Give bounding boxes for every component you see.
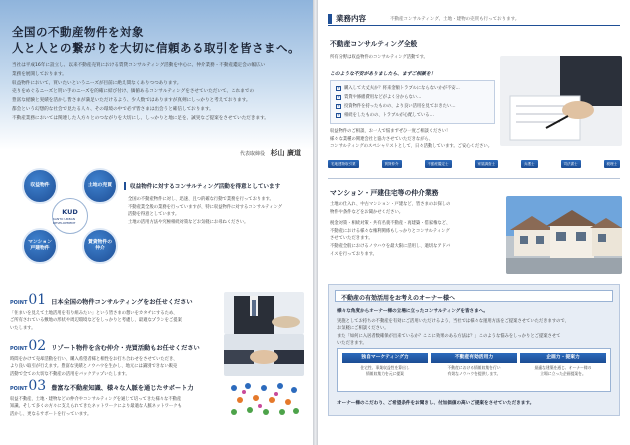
checklist-item — [336, 111, 489, 120]
tag-item: 税理士 — [604, 160, 621, 168]
headline-line-1: 全国の不動産物件を対象 — [12, 25, 144, 39]
point-title: リゾート物件を含む仲介・売買活動もお任せください — [51, 345, 200, 352]
right-page — [318, 0, 630, 445]
house-line: 税金対策・相続対策・共有名義不動産・再建築・借家権など、 — [330, 221, 451, 227]
signature — [240, 148, 301, 158]
circle-rental-brokerage: 賃貸物件の 仲介 — [82, 228, 118, 264]
point-label: POINT — [10, 300, 28, 306]
logo-mark: KUD — [62, 207, 78, 216]
checklist-item — [336, 84, 489, 93]
point-line: 活かし、更なるサポートを行っています。 — [10, 411, 92, 417]
circle-land-trade: 土地の売買 — [82, 168, 118, 204]
intro-line: 収益物件において、買いたいというニーズが目前に絶え間なくありつつあります。 — [12, 80, 182, 86]
intro-line: 業務を展開しております。 — [12, 71, 67, 77]
logo-subtext: KANTO URBAN DEVELOPMENT — [53, 216, 76, 225]
photo-network — [224, 378, 304, 420]
section-subtitle: 不動産コンサルティング、土地・建物の売買も行っております。 — [390, 17, 520, 22]
service-line: 全国の不動産物件に対し、迅速、且つ的確な行動で業務を行っております。 — [128, 197, 274, 202]
tag-item: 司法書士 — [561, 160, 581, 168]
circle-income-property: 収益物件 — [22, 168, 58, 204]
owner-line: 実施としてお持ちの不動産を有効にご活用いただけるよう、当社では様々な運用方法をご提案させていただきますので、 — [337, 319, 569, 324]
intro-line: 不動産業務においては関連した人方々とのつながりを大切にし、しっかりと地に足を、誠実なご提案をさせていただきます。 — [12, 115, 269, 121]
owner-line: また「如何に入居者数確保が出来ているか？ここに効果のある方法は？」このような悩みをしっかりとご提案させて — [337, 333, 561, 339]
owner-lead: 様々な角度からオーナー様の立場に立ったコンサルティングを皆さまへ。 — [337, 309, 488, 314]
checklist-text: 投資物件を持ったものの、より良い活用を見ておきたい… — [344, 104, 456, 109]
owner-line: お気軽にご相談ください。 — [337, 326, 389, 332]
strength-card — [520, 353, 606, 387]
strength-card — [342, 353, 428, 387]
check-icon — [336, 95, 341, 100]
intro-line: 都会という幻想的な社会で見たる人々、その環境の中で必ず皆さまは出会うと確信しております。 — [12, 106, 214, 112]
photo-businessman — [224, 292, 304, 334]
circle-mansion-house: マンション 戸建物件 — [22, 228, 58, 264]
house-line: 物件や条件などをお聞かせください。 — [330, 209, 404, 215]
service-line: 土地の活用方法や究極相続対策などお気軽にお尋ねください。 — [128, 219, 249, 225]
partner-tags — [328, 160, 620, 168]
intro-line: 豊富な経験と実績を活かし皆さまが満足いただけるよう、少人数ではありますが真剣にしっかりと考えております。 — [12, 98, 251, 104]
photo-signing-document — [500, 56, 622, 146]
house-line: イスを行っております。 — [330, 251, 377, 257]
strength-text: 最適な建築を通じ、オーナー様の 立場に立った企画提案を。 — [534, 365, 592, 377]
signature-role: 代表取締役 — [239, 151, 265, 157]
checklist-text: 賃貸や修繕費用などがよく分からない… — [344, 95, 422, 100]
point-line: 「住まいを見えて土地活用を有り組みたい」という皆さまの想いをカタチにするため、 — [10, 311, 178, 316]
checklist-text: 相続をしたものの、トラブルが心配している… — [344, 113, 434, 118]
point-body — [10, 310, 215, 332]
problem-heading: このような不安がありましたら、まずご相談を！ — [330, 72, 436, 77]
consult-line: コンサルティングのスペシャリストとして、日々活動しています。ご安心ください。 — [330, 144, 493, 150]
strength-heading: 独自マーケティング力 — [342, 353, 428, 363]
owner-line: いただきます。 — [337, 341, 367, 347]
section-title: 業務内容 — [336, 14, 366, 23]
owner-panel — [328, 284, 620, 416]
section-marker — [328, 14, 332, 24]
point-number: 01 — [28, 292, 47, 308]
consult-line: 収益物件のご相談、お一人で悩まずぜひ一度ご相談ください！ — [330, 129, 451, 134]
point-01 — [10, 292, 220, 332]
check-icon — [336, 113, 341, 118]
photo-handshake — [224, 334, 304, 376]
point-body — [10, 356, 215, 378]
tag-item: 家屋調査士 — [475, 160, 499, 168]
point-line: 知識。そして多くの方々に支えられてきたネットワークにより最適な人脈ネットワークも — [10, 404, 182, 410]
point-number: 03 — [28, 378, 47, 394]
point-line: より良い取引が行えます。豊富な実績とノウハウを生かし、地元には識別できない販売 — [10, 364, 178, 370]
checklist-text: 購入して大丈夫か？将来金額トラブルにならないかが不安… — [344, 86, 460, 91]
tag-item: 弁護士 — [521, 160, 538, 168]
point-line: 時間をかけて売却活動を行い、購入希望者様と相性をお打ち合わせをさせていただき、 — [10, 357, 178, 362]
consult-line: 様々な業種の関連会社と協力させていただきながら、 — [330, 136, 434, 142]
house-line: 不動産全般におけるノウハウを最大限に活用し、適切なアドバ — [330, 243, 451, 249]
house-heading: マンション・戸建住宅等の仲介業務 — [330, 189, 439, 197]
checklist-item — [336, 93, 489, 102]
owner-title: 不動産の有効活用をお考えのオーナー様へ — [341, 295, 456, 302]
tag-item: 宅地建物取引業 — [328, 160, 359, 168]
point-title: 日本全国の物件コンサルティングをお任せください — [51, 299, 193, 306]
point-03 — [10, 378, 220, 418]
service-body — [128, 196, 304, 226]
point-line: 活動で全ての大切な不動産の活用をバックアップいたします。 — [10, 371, 130, 377]
owner-title-box — [335, 290, 613, 302]
page-headline — [12, 24, 302, 56]
point-line: 収益不動産、土地・建物などの仲介やコンサルティングを通じて培ってきた様々な不動産 — [10, 397, 182, 402]
tag-item: 賃貸仲介 — [382, 160, 402, 168]
house-line: させていただきます。 — [330, 236, 373, 242]
problem-checklist — [330, 80, 495, 124]
service-heading: 収益物件に対するコンサルティング活動を得意としています — [124, 182, 304, 190]
point-label: POINT — [10, 386, 28, 392]
service-line: 不動産業全般の業務を行っていますが、特に収益物件に対するコンサルティング — [128, 204, 283, 210]
point-title: 豊富な不動産知識、様々な人脈を通じたサポート力 — [51, 385, 194, 392]
section-divider — [328, 178, 620, 179]
point-line: いたします。 — [10, 325, 36, 331]
owner-strengths — [337, 348, 611, 392]
section-header — [328, 12, 620, 26]
point-number: 02 — [28, 338, 47, 354]
consult-heading: 不動産コンサルティング全般 — [330, 40, 418, 48]
headline-line-2: 人と人との繋がりを大切に信頼ある取引を皆さまへ。 — [12, 41, 300, 55]
consult-body — [330, 128, 495, 151]
point-label: POINT — [10, 346, 28, 352]
strength-heading: 不動産有効活用力 — [431, 353, 517, 363]
strength-text: 不動産における情報収集を行い 有効なノウハウを提供します。 — [447, 365, 501, 377]
service-circles — [22, 168, 118, 264]
strength-text: 住宅性、事業収益性を算出し 情報収集力を元に提案 — [360, 365, 410, 377]
photo-houses — [506, 196, 622, 274]
house-line: 土地の仕入れ、中古マンション・戸建など、皆さまのお探しの — [330, 202, 451, 207]
house-body — [330, 201, 500, 258]
company-logo — [52, 198, 88, 234]
signature-name: 杉山 廣道 — [270, 148, 301, 157]
owner-body — [337, 318, 611, 348]
service-line: 活動を得意としています。 — [128, 212, 180, 218]
point-body — [10, 396, 215, 418]
intro-line: 当社は平成16年に設立し、以来不動産売買における賃貸コンサルティング活動を中心に、仲介業務・不動産鑑定会の幅広い — [12, 63, 266, 68]
check-icon — [336, 86, 341, 91]
strength-heading: 企画力・提案力 — [520, 353, 606, 363]
house-line: 不動産における様々な権利関係もしっかりとコンサルティング — [330, 228, 450, 234]
checklist-item — [336, 102, 489, 111]
owner-footer: オーナー様のこだわり、ご希望条件をお聞きし、付加価値の高いご提案をさせていただきます。 — [337, 401, 535, 406]
point-line: ご所有されている敷地の形状や周辺環境などをしっかりと考慮し、最適なプランをご提案 — [10, 318, 182, 324]
intro-text — [12, 62, 302, 124]
strength-card — [431, 353, 517, 387]
consult-intro: 所有分野は収益物件のコンサルティング活動です。 — [330, 55, 428, 60]
check-icon — [336, 104, 341, 109]
intro-line: 売りをめぐるニーズと買い手のニーズを的確に結び付け、価値あるコンサルティングをさせていただいて、これまでの — [12, 89, 255, 95]
tag-item: 不動産鑑定士 — [425, 160, 452, 168]
point-02 — [10, 338, 220, 378]
left-page — [0, 0, 313, 445]
